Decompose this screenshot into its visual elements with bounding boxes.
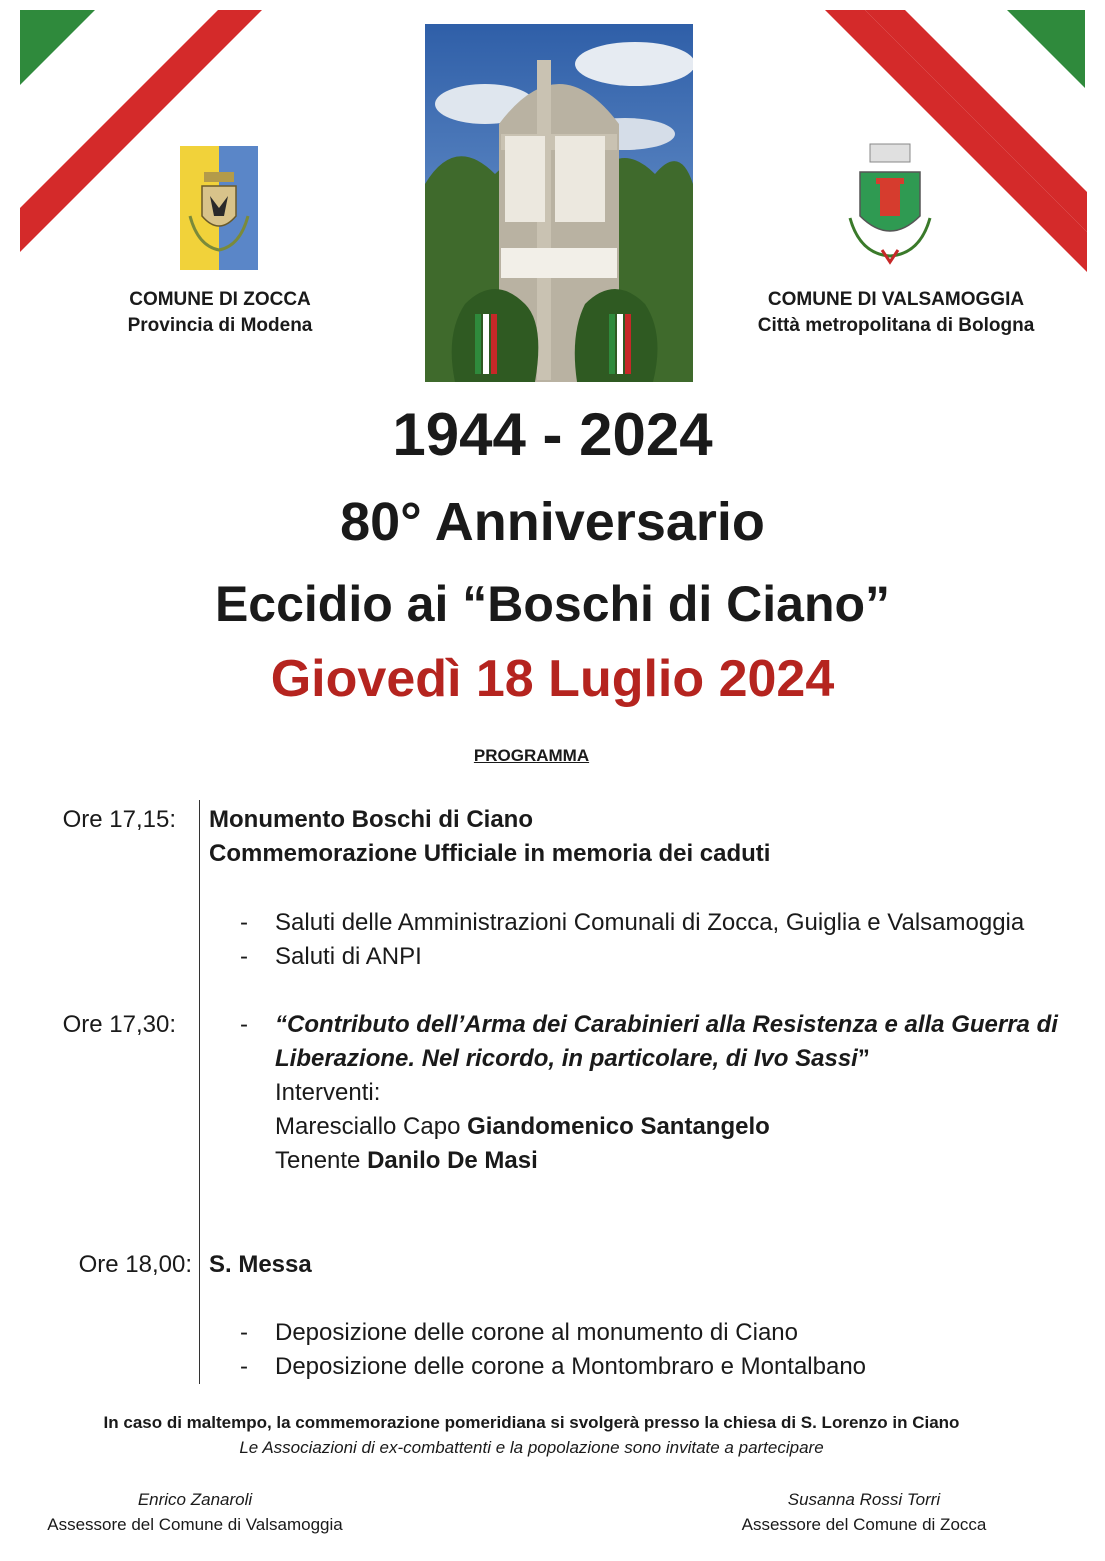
talk-title-line2-wrap — [275, 1042, 1095, 1076]
signatory-role: Assessore del Comune di Zocca — [741, 1515, 987, 1534]
slot1-title: Monumento Boschi di Ciano — [209, 806, 533, 833]
comune-valsamoggia-label — [756, 287, 1036, 339]
slot2-content — [275, 1008, 1095, 1178]
speaker-1-name: Giandomenico Santangelo — [467, 1113, 770, 1140]
interventi-label: Interventi: — [275, 1079, 381, 1106]
bullet-dash: - — [240, 1011, 248, 1038]
comune-zocca-label — [100, 287, 340, 339]
talk-title-line2: Liberazione. Nel ricordo, in particolare, di Ivo Sassi — [275, 1045, 858, 1072]
signature-zocca — [714, 1487, 1014, 1537]
valsamoggia-coat-of-arms-icon — [842, 138, 938, 270]
years-heading: 1944 - 2024 — [392, 401, 713, 468]
speaker-2-name: Danilo De Masi — [367, 1147, 538, 1174]
comune-zocca-province: Provincia di Modena — [127, 315, 313, 336]
slot3-title: S. Messa — [209, 1251, 312, 1278]
list-item — [240, 1008, 1090, 1178]
eccidio-heading: Eccidio ai “Boschi di Ciano” — [214, 576, 891, 632]
invitation-note: Le Associazioni di ex-combattenti e la popolazione sono invitate a partecipare — [239, 1438, 824, 1457]
slot1-subtitle: Commemorazione Ufficiale in memoria dei caduti — [209, 840, 771, 867]
signature-valsamoggia — [20, 1487, 370, 1537]
list-item-text: Deposizione delle corone a Montombraro e Montalbano — [275, 1353, 867, 1380]
list-item — [240, 940, 1090, 974]
list-item-text: Saluti delle Amministrazioni Comunali di Zocca, Guiglia e Valsamoggia — [275, 909, 1025, 936]
program-divider — [199, 800, 200, 1384]
event-date: Giovedì 18 Luglio 2024 — [270, 650, 835, 708]
bullet-dash: - — [240, 943, 248, 970]
bullet-dash: - — [240, 1353, 248, 1380]
speaker-1-role: Maresciallo Capo — [275, 1113, 468, 1140]
speaker-2-role: Tenente — [275, 1147, 368, 1174]
speaker-2 — [275, 1144, 1095, 1178]
programma-label: PROGRAMMA — [473, 746, 590, 765]
weather-note: In caso di maltempo, la commemorazione pomeridiana si svolgerà presso la chiesa di S. Lorenzo in Ciano — [103, 1413, 960, 1432]
speaker-1 — [275, 1110, 1095, 1144]
list-item — [240, 906, 1090, 940]
time-slot-1: Ore 17,15: — [62, 806, 176, 833]
comune-zocca-name: COMUNE DI ZOCCA — [129, 289, 311, 310]
talk-title-line1: “Contributo dell’Arma dei Carabinieri alla Resistenza e alla Guerra di — [275, 1011, 1058, 1038]
signatory-name: Enrico Zanaroli — [137, 1490, 253, 1509]
time-slot-3: Ore 18,00: — [78, 1251, 192, 1278]
monument-photo — [425, 24, 693, 382]
anniversary-heading: 80° Anniversario — [340, 492, 765, 552]
list-item-text: Saluti di ANPI — [275, 943, 422, 970]
bullet-dash: - — [240, 909, 248, 936]
bullet-dash: - — [240, 1319, 248, 1346]
time-slot-2: Ore 17,30: — [62, 1011, 176, 1038]
comune-valsamoggia-name: COMUNE DI VALSAMOGGIA — [767, 289, 1025, 310]
talk-title-close-quote: ” — [857, 1045, 870, 1072]
zocca-coat-of-arms-icon — [180, 146, 258, 270]
list-item — [240, 1316, 1090, 1350]
comune-valsamoggia-city: Città metropolitana di Bologna — [757, 315, 1035, 336]
list-item — [240, 1350, 1090, 1384]
signatory-role: Assessore del Comune di Valsamoggia — [47, 1515, 343, 1534]
list-item-text: Deposizione delle corone al monumento di Ciano — [275, 1319, 798, 1346]
signatory-name: Susanna Rossi Torri — [787, 1490, 941, 1509]
